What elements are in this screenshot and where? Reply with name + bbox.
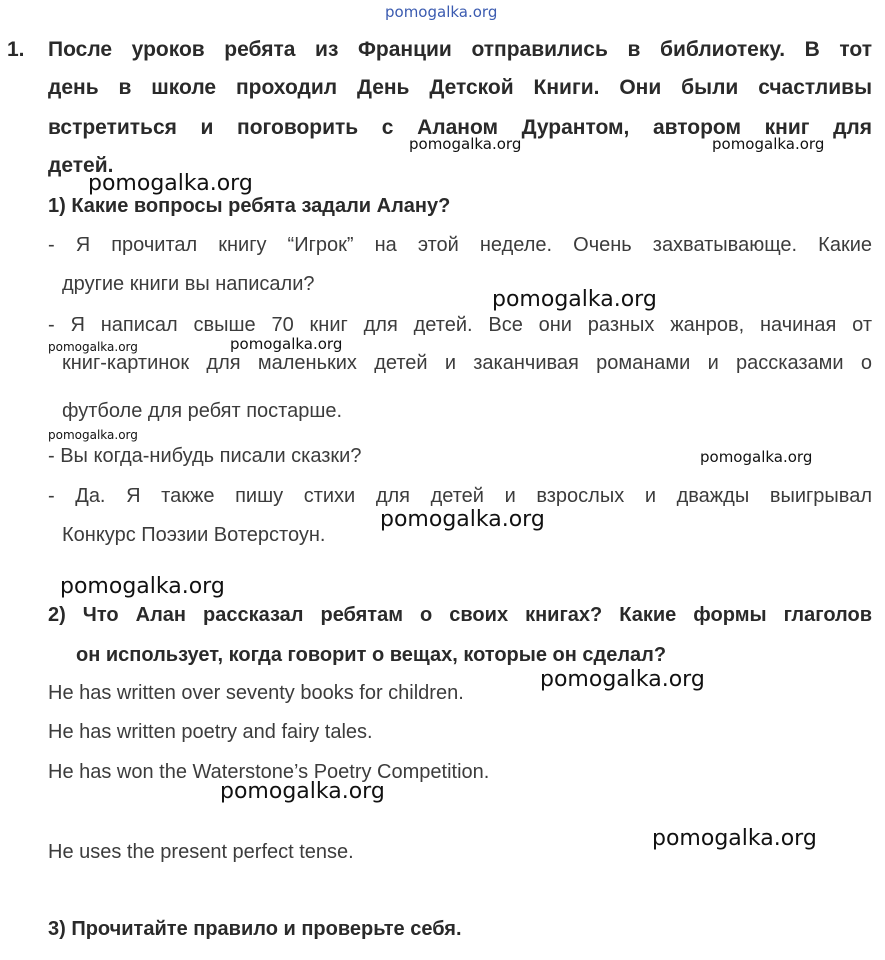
intro-line-3: встретиться и поговорить с Аланом Дурантом, автором книг для (48, 116, 872, 139)
dialogue-line-8: Конкурс Поэзии Вотерстоун. (62, 524, 326, 546)
dialogue-line-6: - Вы когда-нибудь писали сказки? (48, 445, 362, 467)
watermark: pomogalka.org (230, 335, 343, 353)
intro-line-1: После уроков ребята из Франции отправились в библиотеку. В тот (48, 38, 872, 61)
intro-line-2: день в школе проходил День Детской Книги. Они были счастливы (48, 76, 872, 99)
watermark: pomogalka.org (712, 135, 825, 153)
watermark: pomogalka.org (88, 171, 253, 196)
dialogue-line-5: футболе для ребят постарше. (62, 400, 343, 422)
exercise-number: 1. (7, 38, 25, 61)
question-2-title-line-1: 2) Что Алан рассказал ребятам о своих книгах? Какие формы глаголов (48, 604, 872, 626)
dialogue-line-4: книг-картинок для маленьких детей и заканчивая романами и рассказами о (62, 352, 872, 374)
intro-line-4: детей. (48, 154, 114, 177)
answer-line-2: He has written poetry and fairy tales. (48, 721, 373, 743)
conclusion-line: He uses the present perfect tense. (48, 841, 354, 863)
watermark: pomogalka.org (48, 340, 138, 354)
question-1-title: 1) Какие вопросы ребята задали Алану? (48, 195, 451, 217)
answer-line-1: He has written over seventy books for children. (48, 682, 464, 704)
watermark: pomogalka.org (220, 779, 385, 804)
watermark: pomogalka.org (60, 574, 225, 599)
watermark: pomogalka.org (380, 507, 545, 532)
dialogue-line-7: - Да. Я также пишу стихи для детей и взрослых и дважды выигрывал (48, 485, 872, 507)
watermark: pomogalka.org (492, 287, 657, 312)
watermark-top: pomogalka.org (385, 3, 498, 21)
watermark: pomogalka.org (48, 428, 138, 442)
question-2-title-line-2: он использует, когда говорит о вещах, которые он сделал? (76, 644, 667, 666)
watermark: pomogalka.org (652, 826, 817, 851)
watermark: pomogalka.org (700, 448, 813, 466)
dialogue-line-3: - Я написал свыше 70 книг для детей. Все они разных жанров, начиная от (48, 314, 872, 336)
answer-line-3: He has won the Waterstone’s Poetry Competition. (48, 761, 490, 783)
watermark: pomogalka.org (540, 667, 705, 692)
dialogue-line-2: другие книги вы написали? (62, 273, 315, 295)
dialogue-line-1: - Я прочитал книгу “Игрок” на этой неделе. Очень захватывающе. Какие (48, 234, 872, 256)
watermark: pomogalka.org (409, 135, 522, 153)
question-3-title: 3) Прочитайте правило и проверьте себя. (48, 918, 462, 940)
